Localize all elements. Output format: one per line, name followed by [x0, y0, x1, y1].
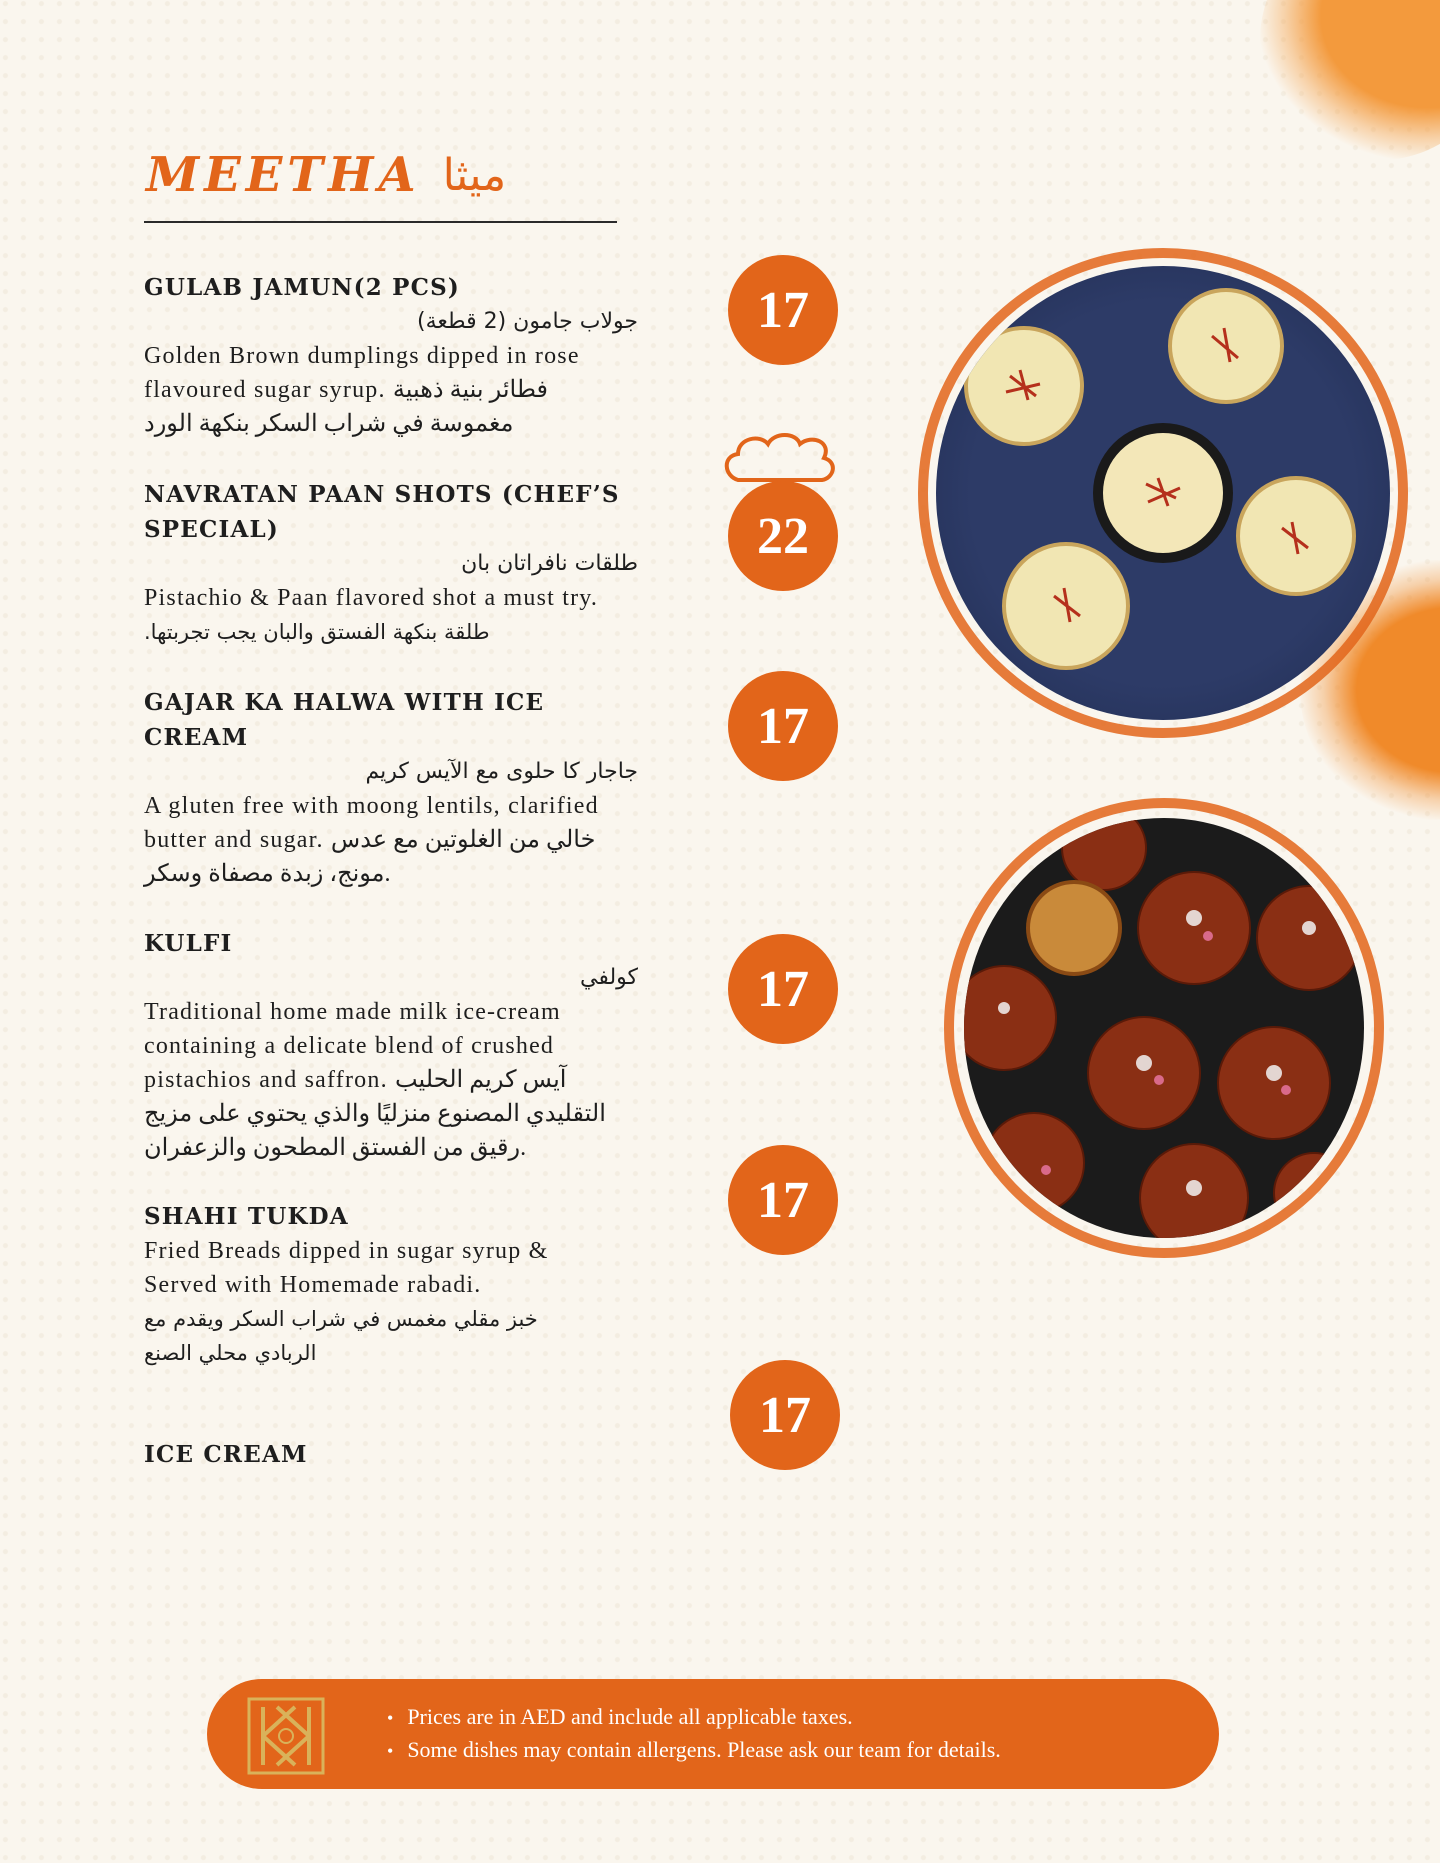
item-description: Pistachio & Paan flavored shot a must try. [144, 585, 599, 611]
item-description: Fried Breads dipped in sugar syrup & Served with Homemade rabadi. [144, 1238, 549, 1298]
item-description: Golden Brown dumplings dipped in rose flavoured sugar syrup. فطائر بنية ذهبية مغموسة في شراب السكر بنكهة الورد [144, 343, 580, 437]
item-description-arabic: خبز مقلي مغمس في شراب السكر ويقدم مع الربادي محلي الصنع [144, 1307, 538, 1365]
item-name-arabic: جولاب جامون (2 قطعة) [417, 309, 638, 334]
footer-notes-list [387, 1701, 1001, 1767]
item-name: GAJAR KA HALWA WITH ICE CREAM [144, 689, 545, 751]
item-name-arabic: جاجار كا حلوى مع الآيس كريم [365, 759, 638, 784]
price-badge: 22 [728, 481, 838, 591]
item-name: GULAB JAMUN(2 PCS) [144, 274, 461, 301]
dessert-photo-bottom [944, 798, 1384, 1258]
footer-notice-bar [207, 1679, 1219, 1789]
orange-brush-stroke [1260, 0, 1440, 160]
item-name-arabic: كولفي [579, 965, 638, 990]
item-name: KULFI [144, 930, 233, 957]
dessert-photo-top [918, 248, 1408, 738]
restaurant-logo [241, 1693, 331, 1779]
item-name: NAVRATAN PAAN SHOTS (CHEF’S SPECIAL) [144, 481, 620, 543]
menu-item-ice-cream [144, 1437, 644, 1472]
dessert-plate-illustration [936, 266, 1390, 720]
menu-item-gulab-jamun [144, 270, 644, 441]
page-title [146, 144, 506, 206]
footer-note: • Some dishes may contain allergens. Please ask our team for details. [387, 1734, 1001, 1767]
item-description: Traditional home made milk ice-cream containing a delicate blend of crushed pistachios and saffron. آيس كريم الحليب التقليدي المصنوع منزليًا والذي يحتوي على مزيج رقيق من الفستق المطحون والزعفران. [144, 999, 606, 1161]
footer-note: • Prices are in AED and include all applicable taxes. [387, 1701, 1001, 1734]
item-name: ICE CREAM [144, 1441, 308, 1468]
item-name-arabic: طلقات نافراتان بان [461, 551, 638, 576]
item-description-arabic: طلقة بنكهة الفستق والبان يجب تجربتها. [144, 620, 490, 644]
price-badge: 17 [728, 255, 838, 365]
title-arabic: ميثا [442, 149, 507, 201]
menu-item-shahi-tukda [144, 1199, 644, 1370]
title-divider [144, 221, 617, 223]
menu-item-gajar-ka-halwa [144, 685, 644, 891]
price-badge: 17 [728, 934, 838, 1044]
item-name: SHAHI TUKDA [144, 1203, 349, 1230]
gulab-jamun-illustration [964, 818, 1364, 1238]
menu-item-navratan-paan-shots [144, 477, 644, 649]
title-english: MEETHA [146, 147, 421, 203]
menu-item-kulfi [144, 926, 644, 1165]
price-badge: 17 [728, 671, 838, 781]
chef-hat-icon [720, 428, 840, 488]
price-badge: 17 [728, 1145, 838, 1255]
price-badge: 17 [730, 1360, 840, 1470]
item-description: A gluten free with moong lentils, clarified butter and sugar. خالي من الغلوتين مع عدس مونج، زبدة مصفاة وسكر. [144, 793, 599, 887]
